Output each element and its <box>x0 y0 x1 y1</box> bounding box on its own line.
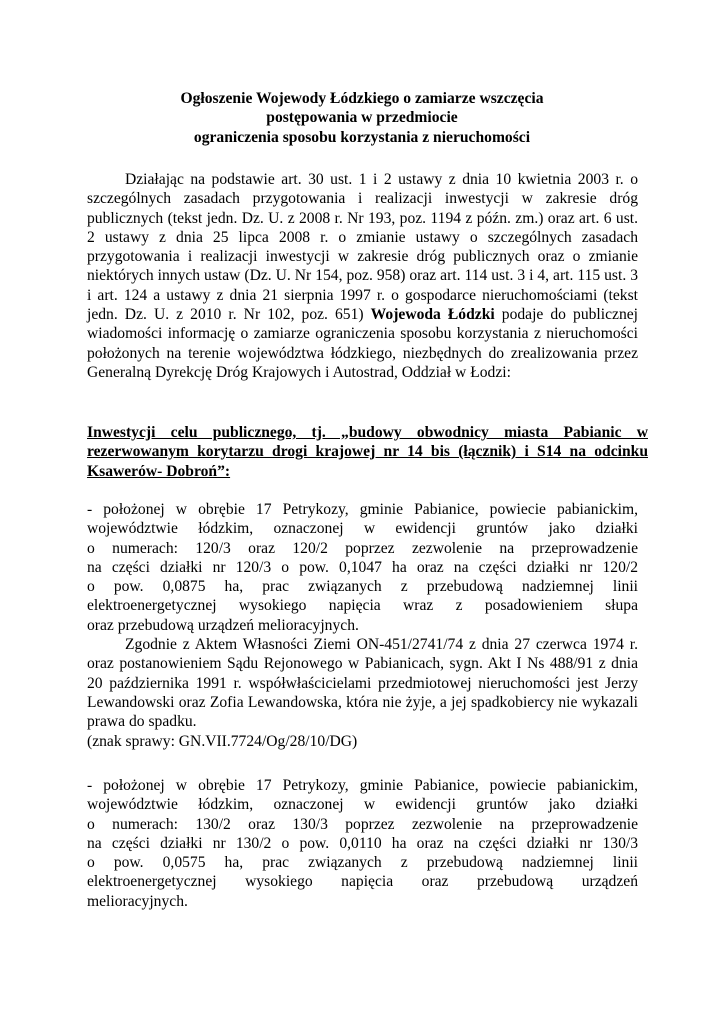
block1-line: o pow. 0,0875 ha, prac związanych z przebudową nadziemnej linii <box>87 578 638 596</box>
block2-line-last: melioracyjnych. <box>87 892 188 910</box>
ownership-paragraph: Zgodnie z Aktem Własności Ziemi ON-451/2741/74 z dnia 27 czerwca 1974 r. oraz postanowieniem Sądu Rejonowego w Pabianicach, sygn. Akt I Ns 488/91 z dnia 20 października 1991 r. współwłaścicielami przedmiotowej nieruchomości jest Jerzy Lewandowski oraz Zofia Lewandowska, która nie żyje, a jej spadkobiercy nie wykazali prawa do spadku. <box>87 636 638 731</box>
block1-line: województwie łódzkim, oznaczonej w ewidencji gruntów jako działki <box>87 520 638 538</box>
case-reference: (znak sprawy: GN.VII.7724/Og/28/10/DG) <box>87 732 358 750</box>
block1-line-last: oraz przebudową urządzeń melioracyjnych. <box>87 616 359 634</box>
block1-line: elektroenergetycznej wysokiego napięcia wraz z posadowieniem słupa <box>87 597 638 615</box>
announcement-title <box>80 89 644 147</box>
block2-line: elektroenergetycznej wysokiego napięcia oraz przebudową urządzeń <box>87 873 638 891</box>
block2-line: o numerach: 130/2 oraz 130/3 poprzez zezwolenie na przeprowadzenie <box>87 815 638 833</box>
block1-line: o numerach: 120/3 oraz 120/2 poprzez zezwolenie na przeprowadzenie <box>87 539 638 557</box>
block2-line: - położonej w obrębie 17 Petrykozy, gminie Pabianice, powiecie pabianickim, <box>87 777 638 794</box>
intro-paragraph <box>87 170 638 382</box>
block2-line: o pow. 0,0575 ha, prac związanych z przebudową nadziemnej linii <box>87 854 638 872</box>
intro-legal-basis: Działając na podstawie art. 30 ust. 1 i 2 ustawy z dnia 10 kwietnia 2003 r. o szczególnych zasadach przygotowania i realizacji inwestycji w zakresie dróg publicznych (tekst jedn. Dz. U. z 2008 r. Nr 193, poz. 1194 z późn. zm.) oraz art. 6 ust. 2 ustawy z dnia 25 lipca 2008 r. o zmianie ustawy o szczególnych zasadach przygotowania i realizacji inwestycji w zakresie dróg publicznych oraz o zmianie niektórych innych ustaw (Dz. U. Nr 154, poz. 958) oraz art. 114 ust. 3 i 4, art. 115 ust. 3 i art. 124 a ustawy z dnia 21 sierpnia 1997 r. o gospodarce nieruchomościami (tekst jedn. Dz. U. z 2010 r. Nr 102, poz. 651) <box>87 171 638 324</box>
block1-line: na części działki nr 120/3 o pow. 0,1047 ha oraz na części działki nr 120/2 <box>87 558 638 576</box>
intro-authority: Wojewoda Łódzki <box>370 306 495 324</box>
investment-heading <box>87 423 648 481</box>
property-block-2 <box>87 776 638 911</box>
intro-announcement: podaje do publicznej wiadomości informację o zamiarze ograniczenia sposobu korzystania z nieruchomości położonych na terenie województwa łódzkiego, niezbędnych do zrealizowania przez Generalną Dyrekcję Dróg Krajowych i Autostrad, Oddział w Łodzi: <box>87 306 638 381</box>
investment-text: Inwestycji celu publicznego, tj. „budowy obwodnicy miasta Pabianic w rezerwowanym korytarzu drogi krajowej nr 14 bis (łącznik) i S14 na odcinku Ksawerów- Dobroń”: <box>87 424 648 480</box>
property-block-1 <box>87 500 638 751</box>
block1-line: - położonej w obrębie 17 Petrykozy, gminie Pabianice, powiecie pabianickim, <box>87 501 638 518</box>
title-line-1: Ogłoszenie Wojewody Łódzkiego o zamiarze wszczęcia <box>180 90 544 107</box>
title-line-3: ograniczenia sposobu korzystania z nieruchomości <box>193 128 531 146</box>
block2-line: województwie łódzkim, oznaczonej w ewidencji gruntów jako działki <box>87 796 638 814</box>
block2-line: na części działki nr 130/2 o pow. 0,0110 ha oraz na części działki nr 130/3 <box>87 834 638 852</box>
title-line-2: postępowania w przedmiocie <box>266 109 458 127</box>
